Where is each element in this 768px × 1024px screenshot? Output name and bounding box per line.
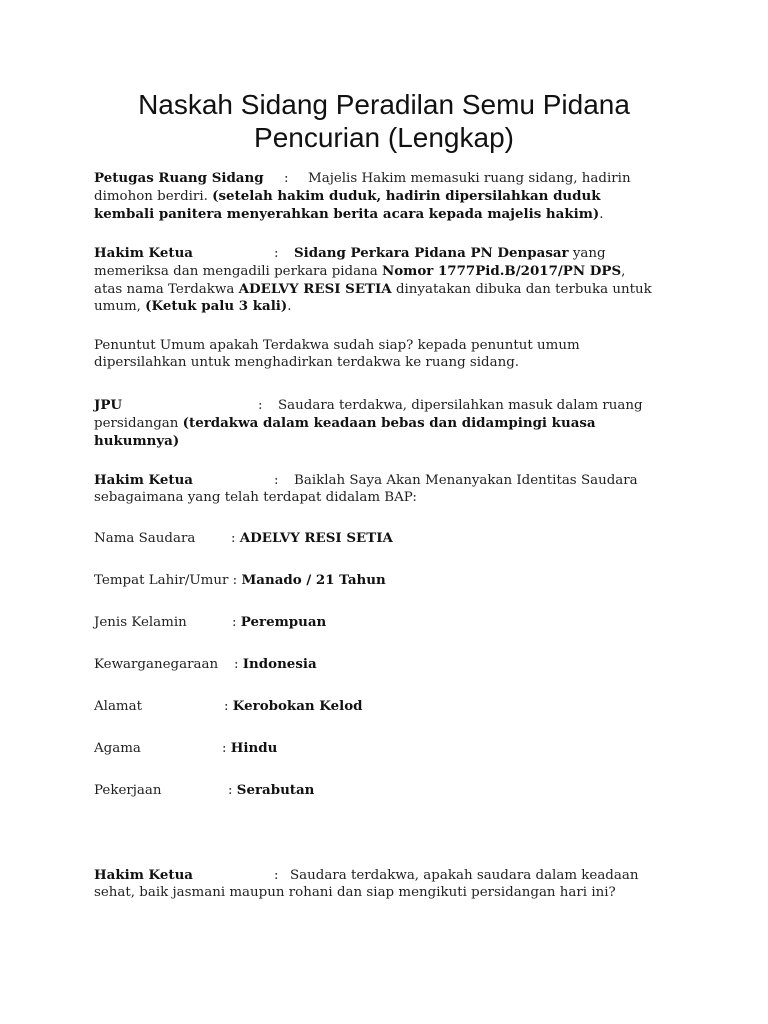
paragraph-jpu	[94, 397, 654, 450]
identity-row-jenis-kelamin	[94, 614, 654, 631]
identity-row-pekerjaan	[94, 782, 654, 799]
case-number: Nomor 1777Pid.B/2017/PN DPS	[381, 262, 622, 279]
identity-label: Kewarganegaraan	[94, 657, 219, 672]
speaker-colon: :	[274, 473, 279, 488]
identity-row-kewarganegaraan	[94, 656, 654, 673]
identity-label: Alamat	[94, 699, 142, 714]
identity-sep: :	[232, 615, 241, 630]
paragraph-petugas-ruang-sidang	[94, 170, 654, 223]
paragraph-text: Majelis Hakim memasuki ruang sidang, hadirin dimohon berdiri.	[94, 171, 631, 204]
speaker-label: Hakim Ketua	[94, 867, 193, 883]
identity-row-alamat	[94, 698, 654, 715]
speaker-label: Petugas Ruang Sidang	[94, 170, 264, 186]
paragraph-penuntut-umum: Penuntut Umum apakah Terdakwa sudah siap? kepada penuntut umum dipersilahkan untuk menghadirkan terdakwa ke ruang sidang.	[94, 338, 580, 370]
identity-label: Tempat Lahir/Umur	[94, 573, 229, 588]
title-line-2: Pencurian (Lengkap)	[254, 122, 514, 153]
title-line-1: Naskah Sidang Peradilan Semu Pidana	[138, 89, 630, 120]
identity-sep: :	[222, 741, 231, 756]
identity-sep: :	[228, 783, 237, 798]
paragraph-text: Saudara terdakwa, dipersilahkan masuk dalam ruang persidangan	[94, 398, 643, 431]
case-title: Sidang Perkara Pidana PN Denpasar	[294, 245, 569, 261]
identity-value: Indonesia	[242, 656, 317, 672]
paragraph-text: Baiklah Saya Akan Menanyakan Identitas Saudara sebagaimana yang telah terdapat didalam BAP:	[94, 473, 638, 505]
identity-sep: :	[224, 699, 233, 714]
speaker-colon: :	[274, 246, 279, 261]
paragraph-text: dinyatakan dibuka dan terbuka untuk umum,	[94, 281, 652, 315]
stage-direction: (Ketuk palu 3 kali)	[145, 298, 288, 315]
speaker-colon: :	[274, 868, 279, 883]
identity-label: Nama Saudara	[94, 531, 196, 546]
document-title	[60, 88, 708, 154]
identity-value: Perempuan	[240, 614, 327, 630]
defendant-name: ADELVY RESI SETIA	[238, 280, 392, 297]
identity-row-agama	[94, 740, 654, 757]
stage-direction: (setelah hakim duduk, hadirin dipersilahkan duduk kembali panitera menyerahkan berita acara kepada majelis hakim)	[94, 187, 601, 222]
identity-sep: :	[231, 531, 240, 546]
speaker-colon: :	[258, 398, 263, 413]
identity-label: Pekerjaan	[94, 783, 162, 798]
paragraph-end: .	[599, 206, 604, 222]
identity-sep: :	[234, 657, 243, 672]
identity-label: Agama	[94, 741, 141, 756]
speaker-label: Hakim Ketua	[94, 472, 193, 488]
identity-sep: :	[228, 573, 242, 588]
stage-direction: (terdakwa dalam keadaan bebas dan didampingi kuasa hukumnya)	[94, 414, 596, 449]
speaker-label: JPU	[94, 397, 123, 413]
identity-value: Hindu	[230, 740, 278, 756]
identity-value: Serabutan	[236, 782, 315, 798]
identity-value: ADELVY RESI SETIA	[239, 530, 393, 546]
paragraph-text: yang memeriksa dan mengadili perkara pidana	[94, 246, 606, 279]
identity-row-tempat-lahir	[94, 572, 654, 589]
identity-row-nama	[94, 530, 654, 547]
paragraph-text: , atas nama Terdakwa	[94, 263, 626, 297]
speaker-label: Hakim Ketua	[94, 245, 193, 261]
paragraph-text: Saudara terdakwa, apakah saudara dalam keadaan sehat, baik jasmani maupun rohani dan siap mengikuti persidangan hari ini?	[94, 868, 639, 900]
paragraph-hakim-ketua-identitas	[94, 472, 654, 507]
identity-label: Jenis Kelamin	[94, 615, 187, 630]
speaker-colon: :	[284, 171, 289, 186]
paragraph-hakim-ketua-opening	[94, 245, 654, 316]
identity-value: Kerobokan Kelod	[232, 698, 363, 714]
identity-value: Manado / 21 Tahun	[241, 572, 386, 588]
paragraph-end: .	[287, 299, 292, 315]
paragraph-hakim-ketua-kesehatan	[94, 867, 654, 902]
